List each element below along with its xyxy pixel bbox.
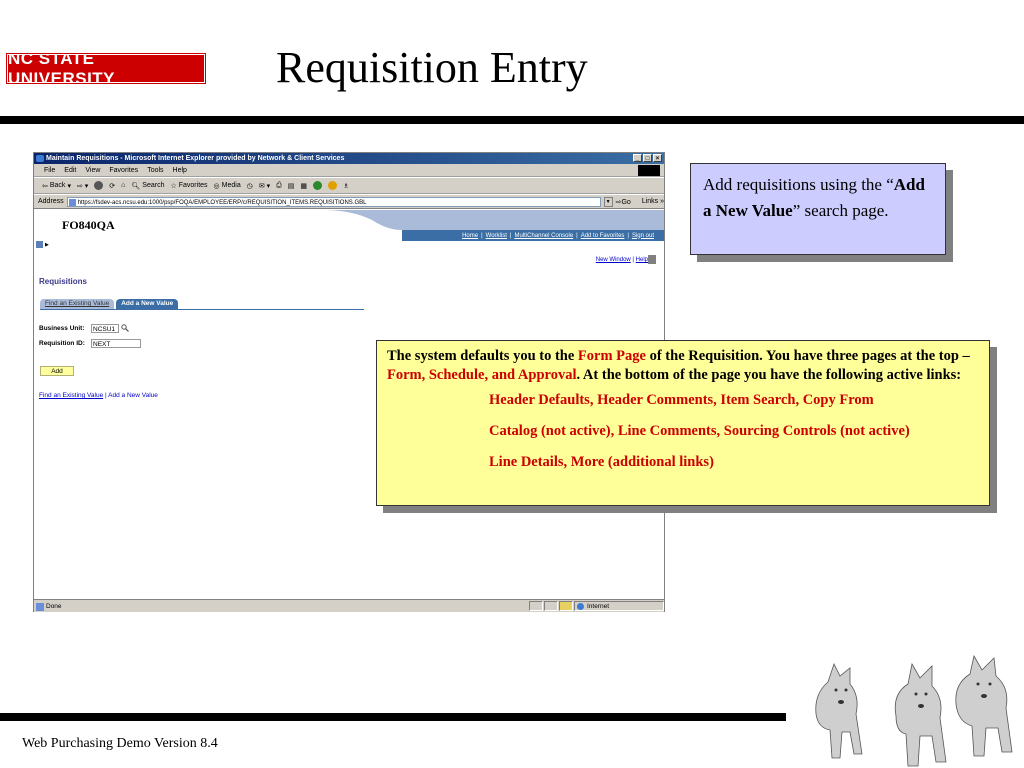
top-divider (0, 116, 1024, 124)
minimize-button[interactable]: _ (633, 154, 642, 162)
bottom-divider (0, 713, 786, 721)
lock-icon (559, 601, 573, 611)
sign-out-link[interactable]: Sign out (631, 232, 654, 239)
zone-label: Internet (587, 603, 610, 610)
windows-logo-icon (638, 165, 660, 176)
tab-find-existing[interactable]: Find an Existing Value (40, 299, 114, 309)
page-done-icon (36, 603, 44, 611)
find-existing-link[interactable]: Find an Existing Value (39, 392, 104, 399)
header-links: Home | Worklist | MultiChannel Console | Add to Favorites | Sign out (458, 231, 658, 240)
edit-icon[interactable]: ▤ (287, 182, 295, 190)
favorites-button[interactable] (170, 182, 207, 190)
menu-edit[interactable]: Edit (64, 166, 77, 174)
new-window-link[interactable]: New Window (595, 257, 631, 263)
address-url: https://fsdev-acs.ncsu.edu:1000/psp/FOQA/EMPLOYEE/ERP/c/REQUISITION_ITEMS.REQUISITIONS.GBL (77, 199, 367, 206)
status-cell (529, 601, 543, 611)
page-heading: Requisitions (39, 277, 88, 286)
requisition-id-label: Requisition ID: (39, 340, 85, 347)
status-cell (544, 601, 558, 611)
back-button[interactable]: ⇦ Back ▾ (42, 182, 71, 190)
window-title: Maintain Requisitions - Microsoft Internet Explorer provided by Network & Client Services (46, 155, 345, 162)
callout1-emphasis: Add a New Value (703, 175, 925, 220)
callout1-text: Add requisitions using the “ (703, 175, 894, 194)
add-to-favorites-link[interactable]: Add to Favorites (580, 232, 625, 239)
security-zone (574, 601, 664, 611)
refresh-icon[interactable]: ⟳ (109, 182, 116, 190)
go-button[interactable]: ⇨Go (615, 198, 631, 206)
add-new-link[interactable]: Add a New Value (108, 392, 158, 399)
history-icon[interactable]: ◷ (246, 182, 253, 190)
callout2-text: of the Requisition. You have three pages at the top – (645, 348, 970, 364)
ncsu-logo: NC STATE UNIVERSITY (7, 54, 205, 83)
expand-arrow-icon[interactable]: ▶ (45, 242, 49, 248)
multichannel-console-link[interactable]: MultiChannel Console (514, 232, 574, 239)
page-icon (69, 199, 76, 206)
list-item: Header Defaults, Header Comments, Item Search, Copy From (489, 392, 874, 408)
menu-file[interactable]: File (44, 166, 56, 174)
list-item: Catalog (not active), Line Comments, Sourcing Controls (not active) (489, 423, 910, 439)
favorites-label: Favorites (178, 182, 208, 189)
menu-tools[interactable]: Tools (147, 166, 164, 174)
address-dropdown-icon[interactable]: ▼ (604, 197, 613, 207)
database-name: FO840QA (62, 218, 115, 232)
media-icon: ◎ (213, 182, 220, 190)
home-icon[interactable]: ⌂ (121, 182, 126, 189)
status-bar (34, 599, 664, 612)
menu-help[interactable]: Help (172, 166, 187, 174)
business-unit-input[interactable]: NCSU1 (91, 324, 119, 333)
back-arrow-icon: ⇦ (42, 182, 48, 190)
home-link[interactable]: Home (462, 232, 479, 239)
add-button[interactable]: Add (40, 366, 74, 376)
search-tabs (40, 299, 178, 309)
address-label: Address (38, 198, 64, 205)
aim-icon[interactable] (328, 181, 337, 190)
add-value-callout (690, 163, 946, 255)
bottom-links: Find an Existing Value | Add a New Value (39, 392, 158, 399)
media-button[interactable] (214, 182, 241, 190)
menu-favorites[interactable]: Favorites (109, 166, 139, 174)
form-page-callout (376, 340, 990, 506)
callout2-paragraph (387, 347, 979, 385)
print-page-icon[interactable] (648, 255, 656, 264)
pages-highlight: Form, Schedule, and Approval (387, 367, 577, 383)
maximize-button[interactable]: □ (643, 154, 652, 162)
search-button[interactable] (131, 182, 164, 190)
print-icon[interactable]: ⎙ (276, 181, 282, 189)
forward-button[interactable]: ⇨ ▾ (76, 182, 89, 190)
menu-bar (34, 164, 664, 177)
footer-caption: Web Purchasing Demo Version 8.4 (22, 736, 218, 751)
new-window-links: New Window | Help (595, 257, 648, 263)
callout2-text: . At the bottom of the page you have the following active links: (576, 367, 962, 383)
mail-icon[interactable]: ✉ ▾ (258, 182, 271, 190)
links-button[interactable]: Links » (641, 198, 665, 205)
media-label: Media (221, 182, 241, 189)
lookup-icon[interactable] (121, 324, 129, 332)
close-button[interactable]: × (653, 154, 662, 162)
business-unit-label: Business Unit: (39, 325, 85, 332)
browser-titlebar (34, 153, 664, 164)
messenger-icon[interactable] (313, 181, 322, 190)
status-done-label: Done (46, 602, 62, 610)
menu-toggle-icon[interactable] (36, 241, 43, 248)
header-band (172, 210, 664, 230)
tab-add-new[interactable]: Add a New Value (116, 299, 178, 309)
requisition-id-input[interactable]: NEXT (91, 339, 141, 348)
ie-icon (36, 155, 44, 162)
search-icon: 🔍︎ (131, 182, 141, 190)
wolves-image (806, 644, 1020, 768)
tab-underline (40, 309, 364, 310)
callout1-text-end: ” search page. (792, 201, 889, 220)
stop-icon[interactable] (94, 181, 103, 190)
menu-view[interactable]: View (85, 166, 101, 174)
people-icon[interactable]: ♗ (343, 182, 350, 190)
star-folder-icon: ☆ (170, 182, 177, 190)
search-label: Search (142, 182, 165, 189)
go-label: Go (621, 198, 631, 206)
discuss-icon[interactable]: ▦ (300, 182, 308, 190)
worklist-link[interactable]: Worklist (485, 232, 507, 239)
globe-icon (577, 603, 584, 610)
back-label: Back (49, 182, 66, 189)
help-link[interactable]: Help (635, 257, 648, 263)
address-bar (34, 195, 664, 209)
status-text (34, 603, 529, 610)
active-links-list (489, 391, 979, 472)
form-page-highlight: Form Page (577, 348, 646, 364)
browser-toolbar (34, 178, 664, 194)
address-input[interactable] (67, 197, 601, 207)
callout2-text: The system defaults you to the (387, 348, 578, 364)
list-item: Line Details, More (additional links) (489, 454, 714, 470)
slide-title: Requisition Entry (276, 43, 588, 92)
